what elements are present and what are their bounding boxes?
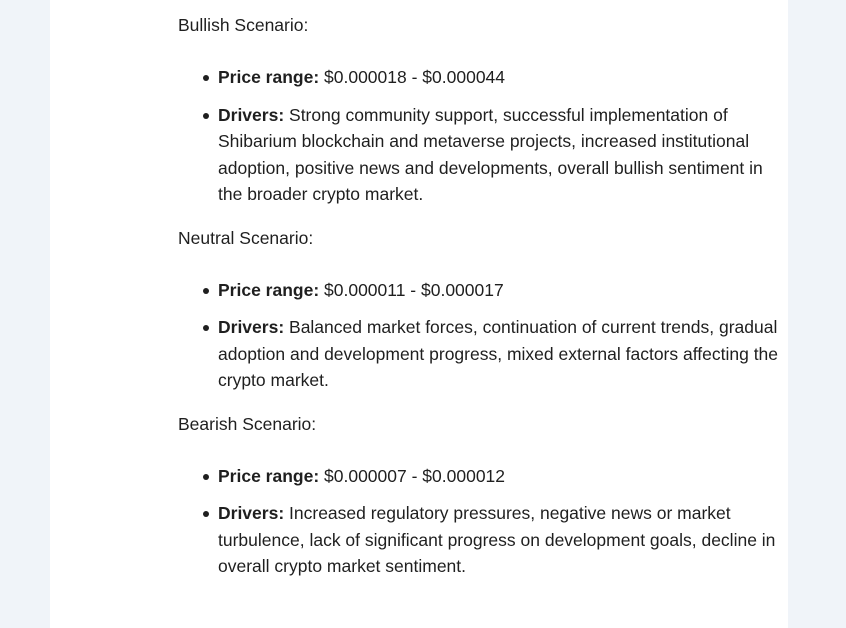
bullet-dot-icon [203,113,209,119]
response-panel [50,0,788,628]
scenario-heading: Neutral Scenario: [178,227,314,248]
bullet-dot-icon [203,288,209,294]
price-range-item [178,463,788,490]
price-range-item [178,64,788,91]
scenario-heading: Bearish Scenario: [178,413,317,434]
drivers-value: Strong community support, successful implementation of Shibarium blockchain and metaverse projects, increased institutional adoption, positive news and developments, overall bullish sentiment in the broader crypto market. [218,104,763,204]
scenario-heading: Bullish Scenario: [178,15,309,35]
response-content [178,12,788,597]
price-range-label: Price range: [218,465,320,486]
scenario-bullet-list [178,463,788,580]
scenario-neutral [178,225,788,394]
price-range-label: Price range: [218,67,320,87]
price-range-value: $0.000018 - $0.000044 [319,67,506,87]
drivers-value: Balanced market forces, continuation of current trends, gradual adoption and development progress, mixed external factors affecting the crypto market. [218,317,779,390]
scenario-bullet-list [178,64,788,208]
price-range-label: Price range: [218,279,320,300]
drivers-label: Drivers: [218,503,285,523]
bullet-dot-icon [203,75,209,81]
drivers-value: Increased regulatory pressures, negative news or market turbulence, lack of significant progress on development goals, decline in overall crypto market sentiment. [218,503,776,576]
scenario-bearish [178,411,788,580]
price-range-item [178,277,788,304]
bullet-dot-icon [203,325,209,331]
drivers-item [178,314,788,394]
bullet-dot-icon [203,511,209,517]
drivers-label: Drivers: [218,317,285,337]
drivers-item [178,500,788,580]
price-range-value: $0.000007 - $0.000012 [319,465,506,486]
drivers-item [178,102,788,208]
scenario-bullet-list [178,277,788,394]
bullet-dot-icon [203,474,209,480]
drivers-label: Drivers: [218,104,285,125]
price-range-value: $0.000011 - $0.000017 [319,279,504,300]
scenario-bullish [178,12,788,208]
